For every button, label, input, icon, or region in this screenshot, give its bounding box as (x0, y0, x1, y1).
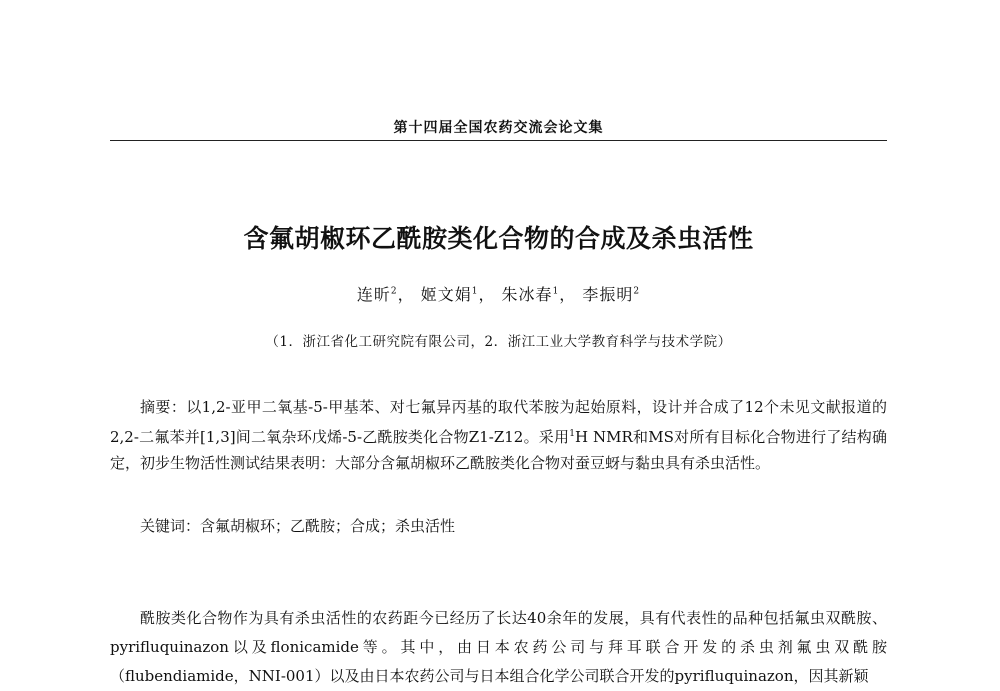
isotope-superscript: 1 (569, 428, 575, 439)
abstract (110, 394, 887, 477)
author-name: 朱冰春 (501, 285, 553, 304)
running-header: 第十四届全国农药交流会论文集 (393, 120, 604, 136)
author-affiliation-mark: 2 (633, 286, 641, 297)
keywords: 关键词：含氟胡椒环；乙酰胺；合成；杀虫活性 (140, 517, 456, 535)
author-name: 姬文娟 (420, 285, 472, 304)
author-affiliation-mark: 1 (552, 286, 560, 297)
header-rule (110, 140, 887, 141)
author-affiliation-mark: 2 (390, 286, 398, 297)
author-affiliation-mark: 1 (471, 286, 479, 297)
abstract-text: H NMR和MS对所有目标化合物进行了结构确定，初步生物活性测试结果表明：大部分含氟胡椒环乙酰胺类化合物对蚕豆蚜与黏虫具有杀虫活性。 (110, 427, 887, 472)
author-list (110, 282, 887, 305)
affiliation: （1．浙江省化工研究院有限公司，2．浙江工业大学教育科学与技术学院） (265, 334, 732, 350)
abstract-text: 摘要：以1,2-亚甲二氧基-5-甲基苯、对七氟异丙基的取代苯胺为起始原料，设计并合成了12个未见文献报道的2,2-二氟苯并[1,3]间二氧杂环戊烯-5-乙酰胺类化合物Z1-Z12。采用 (110, 398, 887, 446)
author-separator: ， (559, 285, 577, 304)
paper-title: 含氟胡椒环乙酰胺类化合物的合成及杀虫活性 (243, 224, 754, 253)
author-separator: ， (397, 285, 415, 304)
body-paragraph: 酰胺类化合物作为具有杀虫活性的农药距今已经历了长达40余年的发展，具有代表性的品种包括氟虫双酰胺、pyrifluquinazon以及flonicamide等。其中，由日本农药公司与拜耳联合开发的杀虫剂氟虫双酰胺（flubendiamide，NNI-001）以及由日本农药公司与日本组合化学公司联合开发的pyrifluquinazon，因其新颖 (110, 609, 887, 685)
author-separator: ， (478, 285, 496, 304)
author-name: 连昕 (356, 285, 391, 304)
author-name: 李振明 (582, 285, 634, 304)
